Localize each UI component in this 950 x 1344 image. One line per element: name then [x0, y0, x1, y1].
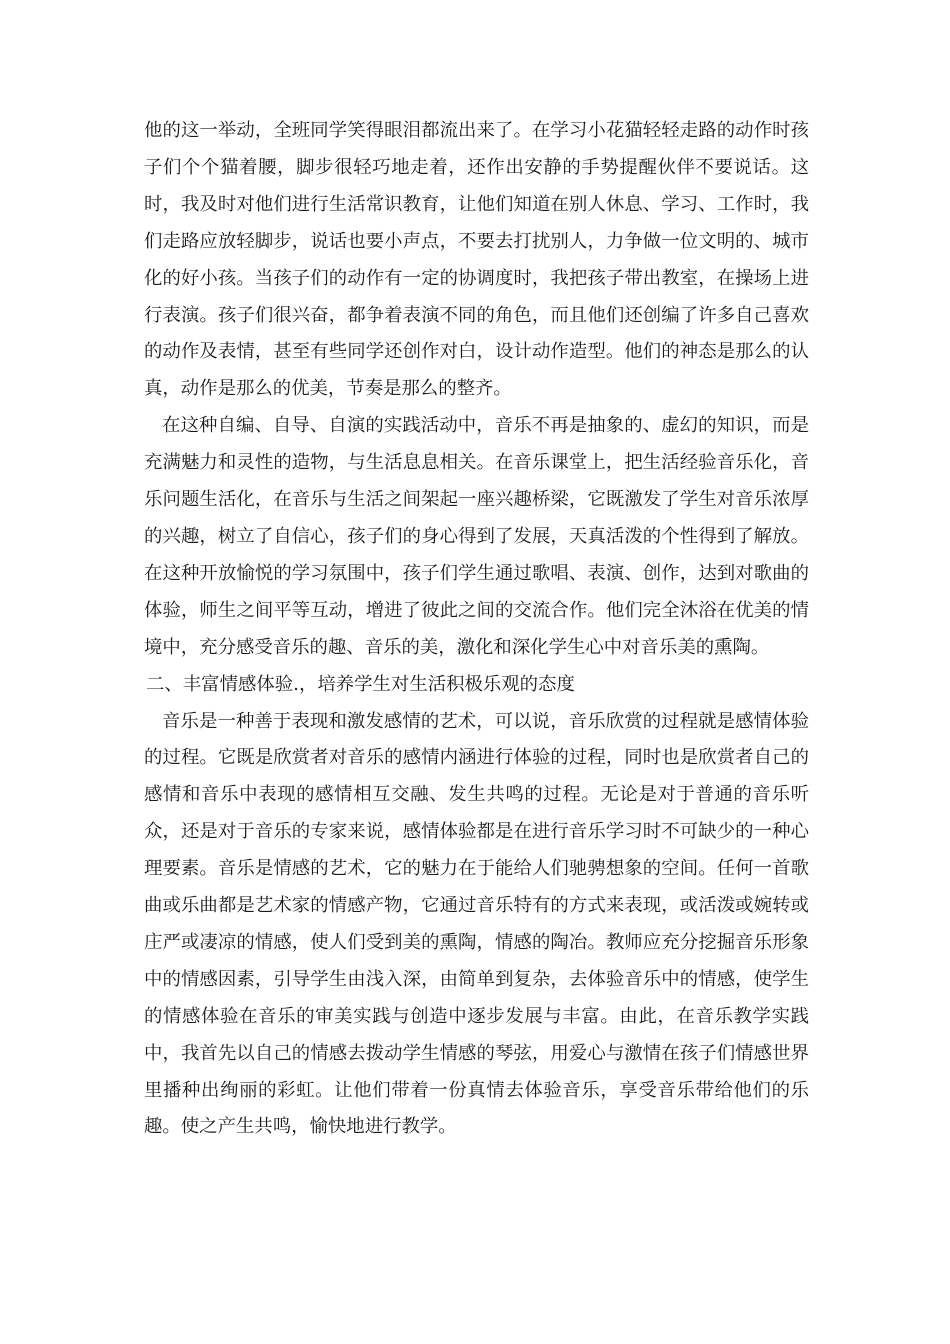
document-body: [144, 113, 809, 1146]
paragraph-emotional-experience: 音乐是一种善于表现和激发感情的艺术，可以说，音乐欣赏的过程就是感情体验的过程。它既是欣赏者对音乐的感情内涵进行体验的过程，同时也是欣赏者自己的感情和音乐中表现的感情相互交融、发生共鸣的过程。无论是对于普通的音乐听众，还是对于音乐的专家来说，感情体验都是在进行音乐学习时不可缺少的一种心理要素。音乐是情感的艺术，它的魅力在于能给人们驰骋想象的空间。任何一首歌曲或乐曲都是艺术家的情感产物，它通过音乐特有的方式来表现，或活泼或婉转或庄严或凄凉的情感，使人们受到美的熏陶，情感的陶冶。教师应充分挖掘音乐形象中的情感因素，引导学生由浅入深，由简单到复杂，去体验音乐中的情感，使学生的情感体验在音乐的审美实践与创造中逐步发展与丰富。由此，在音乐教学实践中，我首先以自己的情感去拨动学生情感的琴弦，用爱心与激情在孩子们情感世界里播种出绚丽的彩虹。让他们带着一份真情去体验音乐，享受音乐带给他们的乐趣。使之产生共鸣，愉快地进行教学。: [144, 710, 809, 1138]
section-heading: 二、丰富情感体验.，培养学生对生活积极乐观的态度: [146, 673, 575, 695]
paragraph-practice-activity: 在这种自编、自导、自演的实践活动中，音乐不再是抽象的、虚幻的知识，而是充满魅力和灵性的造物，与生活息息相关。在音乐课堂上，把生活经验音乐化，音乐问题生活化，在音乐与生活之间架起一座兴趣桥梁，它既激发了学生对音乐浓厚的兴趣，树立了自信心，孩子们的身心得到了发展，天真活泼的个性得到了解放。在这种开放愉悦的学习氛围中，孩子们学生通过歌唱、表演、创作，达到对歌曲的体验，师生之间平等互动，增进了彼此之间的交流合作。他们完全沐浴在优美的情境中，充分感受音乐的趣、音乐的美，激化和深化学生心中对音乐美的熏陶。: [144, 415, 809, 658]
paragraph-continuation: 他的这一举动，全班同学笑得眼泪都流出来了。在学习小花猫轻轻走路的动作时孩子们个个猫着腰，脚步很轻巧地走着，还作出安静的手势提醒伙伴不要说话。这时，我及时对他们进行生活常识教育，让他们知道在别人休息、学习、工作时，我们走路应放轻脚步，说话也要小声点，不要去打扰别人，力争做一位文明的、城市化的好小孩。当孩子们的动作有一定的协调度时，我把孩子带出教室，在操场上进行表演。孩子们很兴奋，都争着表演不同的角色，而且他们还创编了许多自己喜欢的动作及表情，甚至有些同学还创作对白，设计动作造型。他们的神态是那么的认真，动作是那么的优美，节奏是那么的整齐。: [144, 120, 809, 400]
